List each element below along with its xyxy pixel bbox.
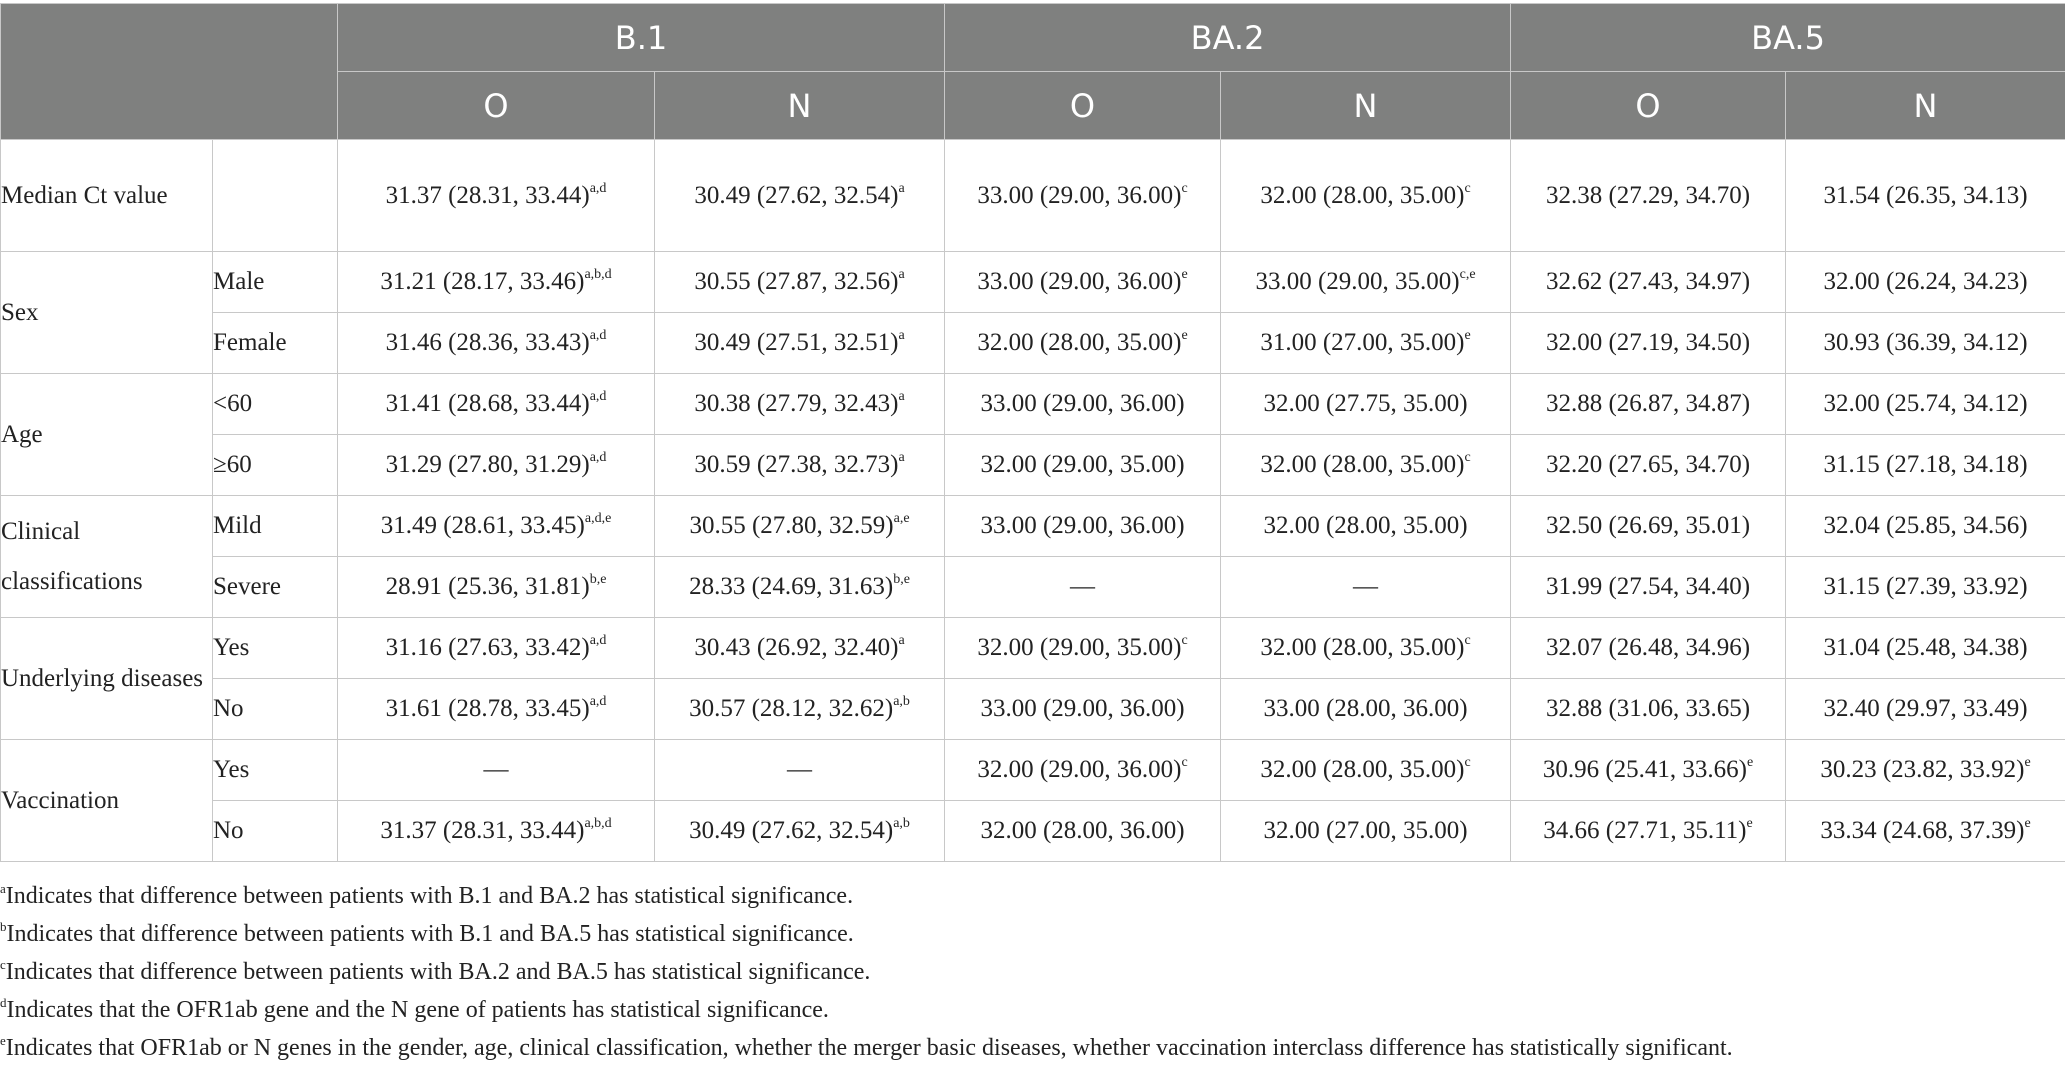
ct-value: 33.00 (29.00, 35.00): [1255, 268, 1460, 295]
ct-value-cell: [1511, 140, 1786, 252]
ct-value: 33.34 (24.68, 37.39): [1820, 817, 2025, 844]
ct-value-cell: [1511, 679, 1786, 740]
significance-marker: a,b: [893, 694, 910, 709]
row-subgroup: Yes: [213, 740, 338, 801]
footnote-mark: a: [0, 881, 6, 896]
ct-value-cell: [1786, 140, 2065, 252]
significance-marker: c,e: [1459, 267, 1476, 282]
ct-value: 31.04 (25.48, 34.38): [1823, 634, 2028, 661]
ct-value: 31.21 (28.17, 33.46): [380, 268, 585, 295]
table-row: [1, 140, 2065, 252]
table-row: [1, 435, 2065, 496]
ct-value: 34.66 (27.71, 35.11): [1543, 817, 1747, 844]
ct-value-cell: [945, 679, 1221, 740]
ct-value: 32.00 (29.00, 35.00): [980, 451, 1185, 478]
ct-value: 33.00 (29.00, 36.00): [980, 512, 1185, 539]
corner-header: [1, 4, 338, 140]
significance-marker: a: [898, 328, 905, 343]
ct-value-cell: [655, 435, 945, 496]
ct-value-cell: [1511, 435, 1786, 496]
gene-header: N: [1786, 72, 2065, 140]
significance-marker: c: [1464, 450, 1471, 465]
ct-value: 30.93 (36.39, 34.12): [1823, 329, 2028, 356]
significance-marker: e: [1746, 755, 1754, 770]
significance-marker: a: [898, 180, 905, 196]
ct-value-cell: [338, 313, 655, 374]
gene-header: N: [655, 72, 945, 140]
significance-marker: e: [1181, 328, 1188, 343]
table-row: [1, 679, 2065, 740]
significance-marker: a,d: [589, 633, 607, 648]
ct-value: 32.00 (27.75, 35.00): [1263, 390, 1468, 417]
significance-marker: a,b: [893, 816, 910, 831]
significance-marker: a: [898, 450, 905, 465]
ct-value-cell: [1221, 679, 1511, 740]
row-category: Vaccination: [1, 740, 213, 862]
ct-value-cell: [1221, 496, 1511, 557]
significance-marker: a,d: [589, 389, 607, 404]
ct-value-cell: [655, 679, 945, 740]
ct-value-cell: [655, 618, 945, 679]
significance-marker: a,d: [589, 328, 607, 343]
row-subgroup: Yes: [213, 618, 338, 679]
ct-value-cell: [1221, 618, 1511, 679]
ct-value: 31.15 (27.18, 34.18): [1823, 451, 2028, 478]
significance-marker: a: [898, 267, 905, 282]
row-category: Median Ct value: [1, 140, 213, 252]
ct-value: 32.00 (28.00, 35.00): [1260, 756, 1465, 783]
ct-value: 31.37 (28.31, 33.44): [385, 181, 590, 209]
ct-value: 32.38 (27.29, 34.70): [1545, 181, 1751, 209]
ct-value-cell: [1511, 801, 1786, 862]
significance-marker: e: [1464, 328, 1471, 343]
row-subgroup: Female: [213, 313, 338, 374]
footnote: [0, 953, 2065, 991]
significance-marker: a,e: [893, 511, 910, 526]
significance-marker: c: [1464, 180, 1471, 196]
ct-value: —: [483, 756, 509, 783]
ct-value: 32.00 (28.00, 36.00): [980, 817, 1185, 844]
footnote-text: Indicates that difference between patients with B.1 and BA.5 has statistical significance.: [6, 921, 854, 947]
ct-value: 30.59 (27.38, 32.73): [694, 451, 899, 478]
significance-marker: e: [2024, 816, 2031, 831]
ct-value: 31.16 (27.63, 33.42): [385, 634, 590, 661]
ct-value: 31.49 (28.61, 33.45): [380, 512, 585, 539]
variant-header-b1: B.1: [338, 4, 945, 72]
significance-marker: a,d,e: [584, 511, 612, 526]
ct-value: 31.41 (28.68, 33.44): [385, 390, 590, 417]
ct-value: 32.00 (25.74, 34.12): [1823, 390, 2028, 417]
ct-value-cell: [1511, 252, 1786, 313]
ct-value-cell: [338, 140, 655, 252]
significance-marker: c: [1181, 180, 1188, 196]
ct-value: 33.00 (29.00, 36.00): [980, 695, 1185, 722]
ct-value: 32.88 (31.06, 33.65): [1545, 695, 1751, 722]
ct-value-cell: [655, 374, 945, 435]
ct-value: 32.00 (28.00, 35.00): [1260, 181, 1465, 209]
ct-value: 32.50 (26.69, 35.01): [1545, 512, 1751, 539]
ct-value-cell: [945, 557, 1221, 618]
ct-value-cell: [655, 252, 945, 313]
footnote-mark: c: [0, 957, 6, 972]
ct-value: 32.00 (27.19, 34.50): [1545, 329, 1751, 356]
ct-value-cell: [1786, 435, 2065, 496]
ct-value-cell: [1221, 740, 1511, 801]
row-category: Age: [1, 374, 213, 496]
table-row: [1, 374, 2065, 435]
row-subgroup: No: [213, 801, 338, 862]
significance-marker: e: [2024, 755, 2031, 770]
footnote-text: Indicates that difference between patients with BA.2 and BA.5 has statistical significance.: [5, 959, 871, 985]
variant-header-ba2: BA.2: [945, 4, 1511, 72]
ct-value: 31.99 (27.54, 34.40): [1545, 573, 1751, 600]
significance-marker: e: [1181, 267, 1188, 282]
footnote-text: Indicates that OFR1ab or N genes in the gender, age, clinical classification, whether the merger basic diseases, whether vaccination interclass difference has statistically significant.: [5, 1035, 1733, 1061]
ct-value: 32.00 (28.00, 35.00): [1260, 634, 1465, 661]
ct-value-cell: [338, 740, 655, 801]
ct-value-cell: [1511, 618, 1786, 679]
ct-value-cell: [1221, 557, 1511, 618]
ct-value: 32.00 (28.00, 35.00): [977, 329, 1182, 356]
footnote: [0, 877, 2065, 915]
ct-value-cell: [945, 313, 1221, 374]
ct-value-cell: [945, 374, 1221, 435]
ct-value-cell: [338, 252, 655, 313]
ct-value-cell: [338, 679, 655, 740]
ct-value: 32.00 (26.24, 34.23): [1823, 268, 2028, 295]
ct-value: 33.00 (29.00, 36.00): [980, 390, 1185, 417]
footnote-text: Indicates that difference between patients with B.1 and BA.2 has statistical significance.: [5, 883, 854, 909]
ct-value-cell: [945, 435, 1221, 496]
ct-value: 31.61 (28.78, 33.45): [385, 695, 590, 722]
ct-value: 32.40 (29.97, 33.49): [1823, 695, 2028, 722]
significance-marker: c: [1464, 755, 1471, 770]
ct-value: 30.57 (28.12, 32.62): [689, 695, 894, 722]
table-body: [1, 140, 2065, 862]
ct-value: —: [1353, 573, 1379, 600]
footnote-mark: e: [0, 1033, 6, 1048]
row-subgroup: Male: [213, 252, 338, 313]
ct-value: 30.23 (23.82, 33.92): [1820, 756, 2025, 783]
significance-marker: e: [1746, 816, 1753, 831]
ct-value-cell: [1221, 252, 1511, 313]
ct-value-cell: [945, 252, 1221, 313]
ct-value: 31.15 (27.39, 33.92): [1823, 573, 2028, 600]
ct-value-cell: [1786, 374, 2065, 435]
table-row: [1, 557, 2065, 618]
ct-value: 31.37 (28.31, 33.44): [380, 817, 585, 844]
footnote: [0, 1029, 2065, 1067]
ct-value-cell: [1786, 557, 2065, 618]
ct-value: 31.00 (27.00, 35.00): [1260, 329, 1465, 356]
row-subgroup: [213, 140, 338, 252]
significance-marker: b,e: [589, 572, 607, 587]
ct-value-cell: [1511, 374, 1786, 435]
gene-header: N: [1221, 72, 1511, 140]
ct-value-cell: [1511, 496, 1786, 557]
ct-value: 31.46 (28.36, 33.43): [385, 329, 590, 356]
row-subgroup: No: [213, 679, 338, 740]
ct-value: 30.49 (27.51, 32.51): [694, 329, 899, 356]
ct-value: 32.88 (26.87, 34.87): [1545, 390, 1751, 417]
row-subgroup: Severe: [213, 557, 338, 618]
row-category: Clinical classifications: [1, 496, 213, 618]
ct-value-cell: [1511, 557, 1786, 618]
ct-value-cell: [1786, 252, 2065, 313]
ct-value: 32.62 (27.43, 34.97): [1545, 268, 1751, 295]
ct-value: 30.38 (27.79, 32.43): [694, 390, 899, 417]
ct-value-cell: [655, 313, 945, 374]
table-row: [1, 252, 2065, 313]
ct-value-cell: [1221, 801, 1511, 862]
ct-value: 28.33 (24.69, 31.63): [689, 573, 894, 600]
ct-value-cell: [338, 496, 655, 557]
ct-value: 28.91 (25.36, 31.81): [385, 573, 590, 600]
ct-value-cell: [1221, 374, 1511, 435]
ct-value-cell: [338, 557, 655, 618]
significance-marker: a,d: [589, 694, 607, 709]
ct-value: —: [787, 756, 812, 783]
row-category: Sex: [1, 252, 213, 374]
ct-value-cell: [945, 618, 1221, 679]
ct-value: —: [1070, 573, 1096, 600]
ct-value-cell: [1221, 313, 1511, 374]
ct-value-cell: [1786, 618, 2065, 679]
ct-value-cell: [1511, 740, 1786, 801]
row-subgroup: <60: [213, 374, 338, 435]
ct-value-cell: [338, 801, 655, 862]
gene-header: O: [338, 72, 655, 140]
ct-value-cell: [1786, 740, 2065, 801]
ct-value-cell: [338, 435, 655, 496]
row-category: Underlying diseases: [1, 618, 213, 740]
table-row: [1, 740, 2065, 801]
ct-value-cell: [1221, 140, 1511, 252]
ct-value-cell: [945, 801, 1221, 862]
ct-value-cell: [655, 740, 945, 801]
gene-header: O: [945, 72, 1221, 140]
table-row: [1, 313, 2065, 374]
ct-value-cell: [338, 618, 655, 679]
ct-value-cell: [1786, 801, 2065, 862]
significance-marker: b,e: [893, 572, 910, 587]
ct-value-cell: [1221, 435, 1511, 496]
ct-value-cell: [655, 140, 945, 252]
significance-marker: a: [898, 389, 905, 404]
ct-value-cell: [655, 557, 945, 618]
footnote-mark: d: [0, 995, 7, 1010]
ct-value-cell: [1786, 679, 2065, 740]
ct-value-cell: [338, 374, 655, 435]
row-subgroup: Mild: [213, 496, 338, 557]
ct-value: 32.00 (27.00, 35.00): [1263, 817, 1468, 844]
ct-value: 30.49 (27.62, 32.54): [694, 181, 899, 209]
ct-value-cell: [1786, 313, 2065, 374]
ct-value: 30.96 (25.41, 33.66): [1542, 756, 1747, 783]
ct-value: 30.43 (26.92, 32.40): [694, 634, 899, 661]
significance-marker: a: [898, 633, 905, 648]
gene-header: O: [1511, 72, 1786, 140]
ct-value: 31.29 (27.80, 31.29): [385, 451, 590, 478]
ct-value: 32.00 (28.00, 35.00): [1263, 512, 1468, 539]
ct-value: 31.54 (26.35, 34.13): [1823, 181, 2028, 209]
ct-value-cell: [945, 140, 1221, 252]
ct-value: 30.49 (27.62, 32.54): [689, 817, 894, 844]
significance-marker: c: [1181, 633, 1188, 648]
footnote-mark: b: [0, 919, 7, 934]
footnote: [0, 991, 2065, 1029]
ct-value: 32.07 (26.48, 34.96): [1545, 634, 1751, 661]
ct-value: 30.55 (27.87, 32.56): [694, 268, 899, 295]
footnotes: [0, 877, 2065, 1067]
ct-value: 32.04 (25.85, 34.56): [1823, 512, 2028, 539]
ct-value-cell: [945, 496, 1221, 557]
ct-value-cell: [945, 740, 1221, 801]
significance-marker: a,d: [589, 450, 607, 465]
ct-value: 33.00 (29.00, 36.00): [977, 268, 1182, 295]
table-row: [1, 618, 2065, 679]
ct-value: 30.55 (27.80, 32.59): [689, 512, 894, 539]
ct-value-table: [0, 3, 2065, 862]
ct-value: 32.00 (29.00, 35.00): [977, 634, 1182, 661]
ct-value: 33.00 (28.00, 36.00): [1263, 695, 1468, 722]
variant-header-ba5: BA.5: [1511, 4, 2065, 72]
significance-marker: a,b,d: [584, 267, 612, 282]
ct-value-cell: [1511, 313, 1786, 374]
row-subgroup: ≥60: [213, 435, 338, 496]
ct-value-cell: [655, 496, 945, 557]
ct-value: 33.00 (29.00, 36.00): [977, 181, 1182, 209]
ct-value-cell: [655, 801, 945, 862]
ct-value: 32.20 (27.65, 34.70): [1545, 451, 1751, 478]
footnote: [0, 915, 2065, 953]
significance-marker: a,d: [589, 180, 607, 196]
significance-marker: a,b,d: [584, 816, 612, 831]
ct-value-cell: [1786, 496, 2065, 557]
table-row: [1, 801, 2065, 862]
footnote-text: Indicates that the OFR1ab gene and the N gene of patients has statistical significance.: [6, 997, 829, 1023]
significance-marker: c: [1464, 633, 1471, 648]
table-row: [1, 496, 2065, 557]
ct-value: 32.00 (28.00, 35.00): [1260, 451, 1465, 478]
ct-value: 32.00 (29.00, 36.00): [977, 756, 1182, 783]
significance-marker: c: [1181, 755, 1188, 770]
